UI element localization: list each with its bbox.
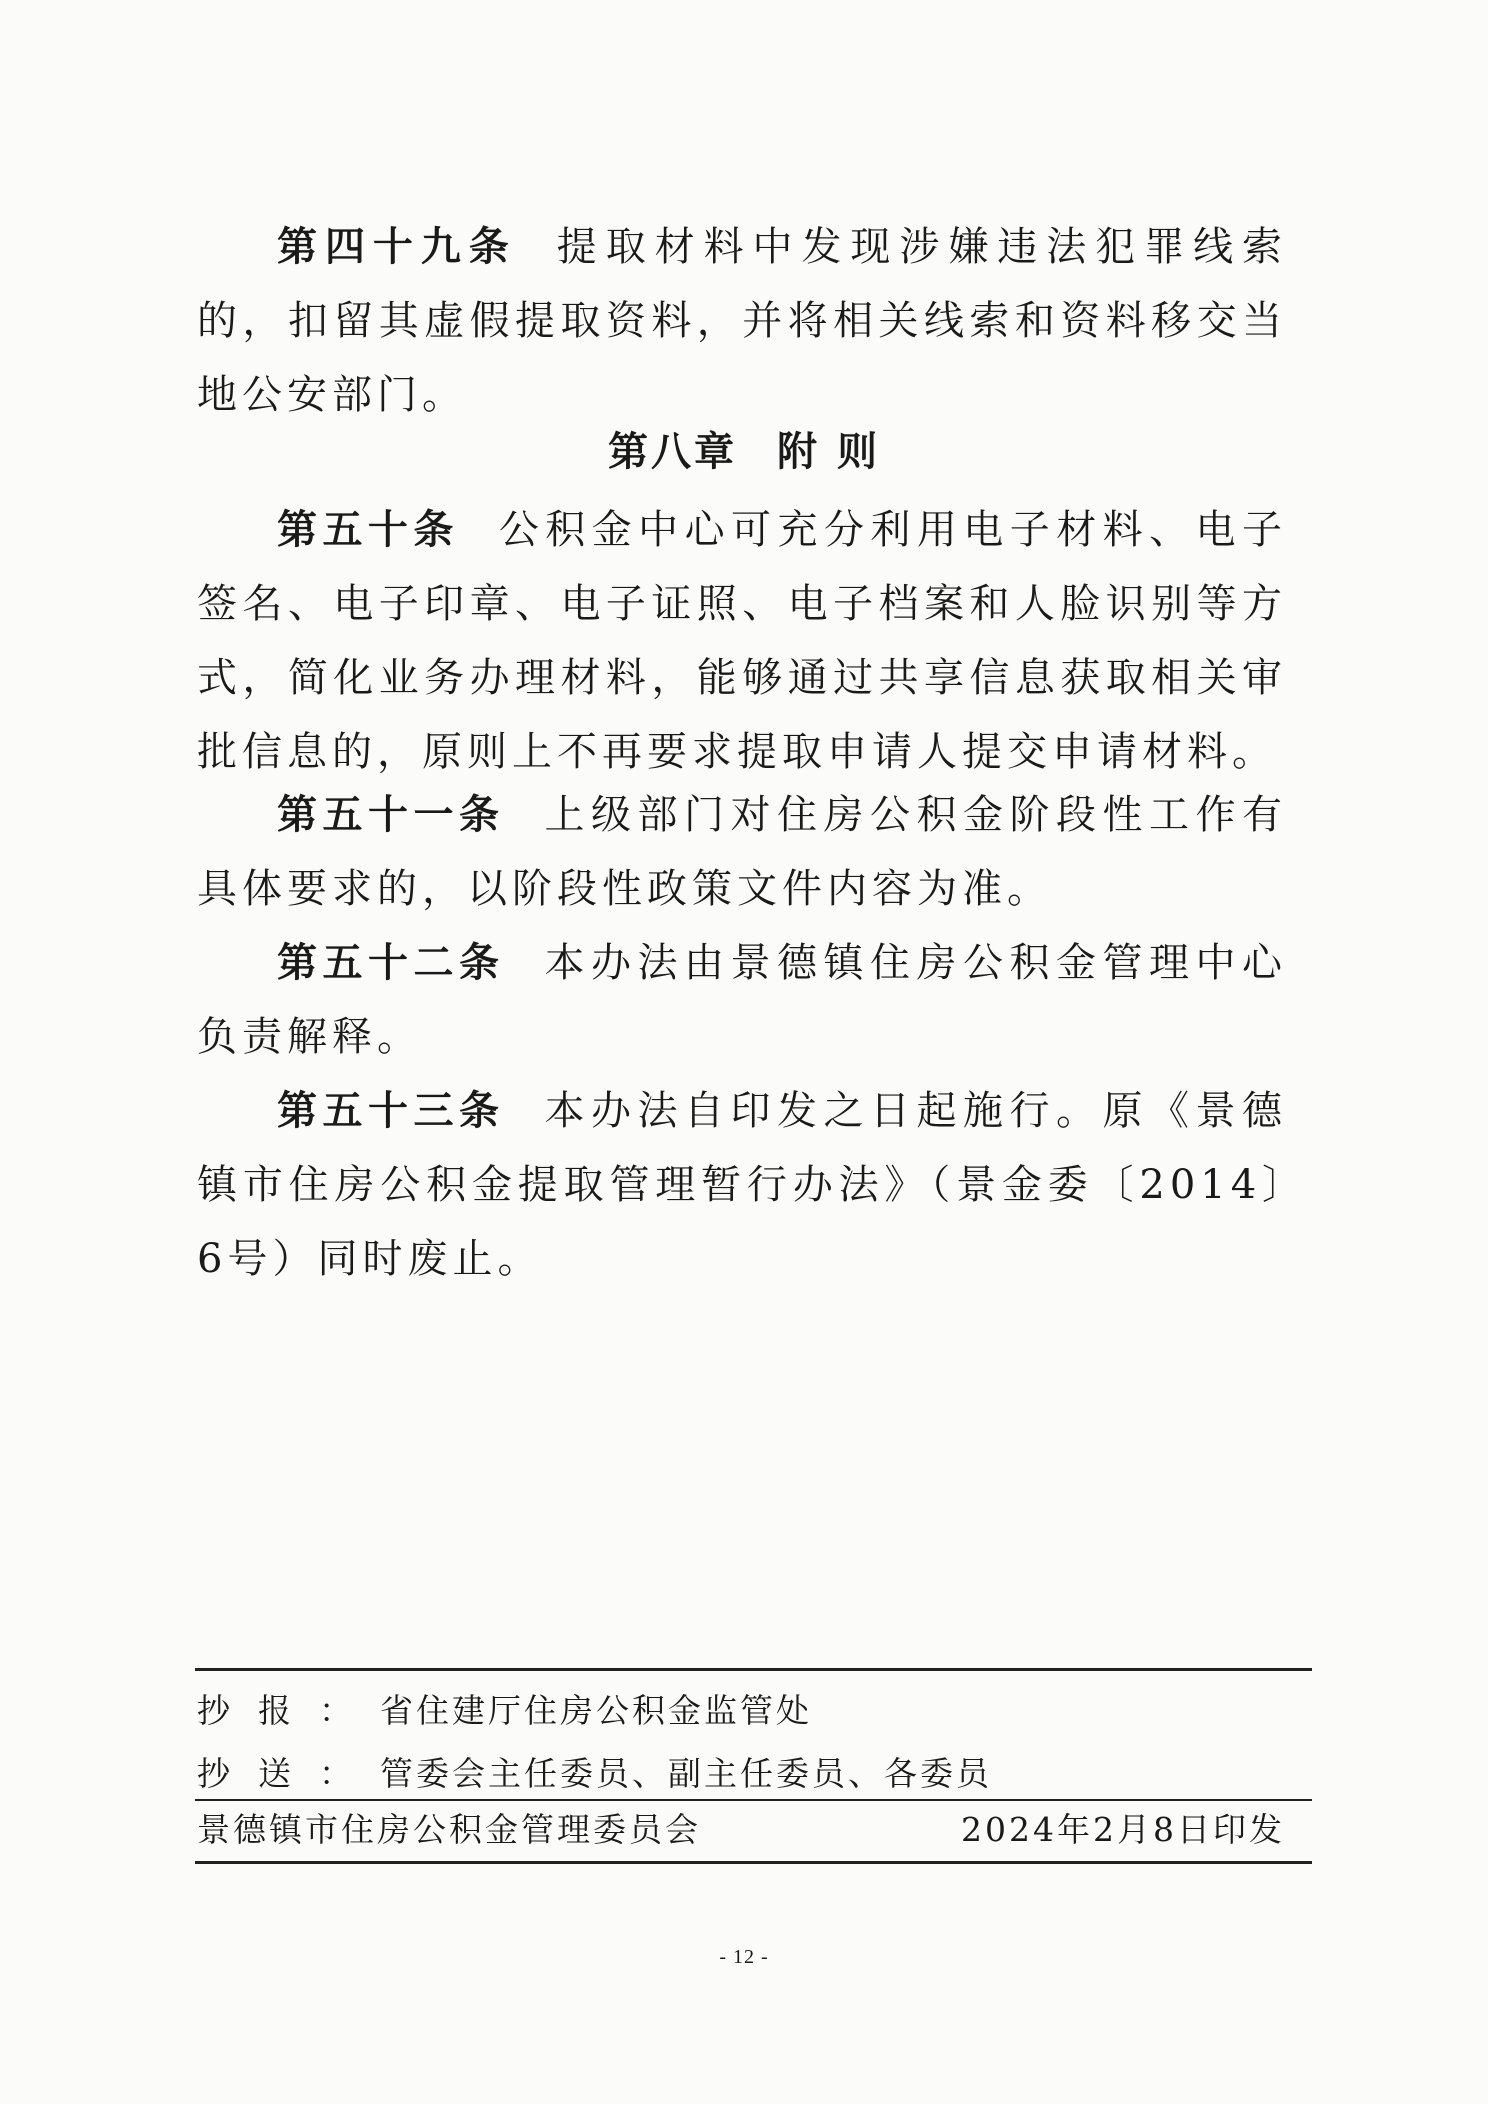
article-51 [197,778,1287,926]
send-to-line [197,1754,1307,1794]
article-51-text: 上级部门对住房公积金阶段性工作有具体要求的，以阶段性政策文件内容为准。 [197,792,1287,912]
article-53-label: 第五十三条 [277,1088,505,1134]
article-49-label: 第四十九条 [277,224,517,270]
article-53-text: 本办法自印发之日起施行。原《景德镇市住房公积金提取管理暂行办法》（景金委〔2014〕6号）同时废止。 [197,1088,1287,1282]
issuer-name: 景德镇市住房公积金管理委员会 [197,1810,701,1849]
issuer-footer [197,1810,1285,1850]
send-recipients: 管委会主任委员、副主任委员、各委员 [380,1754,992,1793]
article-52 [197,926,1287,1074]
article-50 [197,493,1287,789]
report-label: 抄报： [197,1691,380,1730]
distribution-bottom-rule [195,1861,1312,1864]
article-49 [197,210,1287,432]
send-label: 抄送： [197,1754,380,1793]
chapter-number: 第八章 [608,429,738,475]
article-51-label: 第五十一条 [277,792,505,838]
article-52-label: 第五十二条 [277,940,505,986]
report-recipients: 省住建厅住房公积金监管处 [380,1691,812,1730]
article-53 [197,1074,1287,1296]
distribution-middle-rule [195,1799,1312,1801]
chapter-heading [0,420,1488,477]
article-50-text: 公积金中心可充分利用电子材料、电子签名、电子印章、电子证照、电子档案和人脸识别等方式，简化业务办理材料，能够通过共享信息获取相关审批信息的，原则上不再要求提取申请人提交申请材料。 [197,507,1288,775]
report-to-line [197,1691,1307,1731]
page-number: - 12 - [719,1946,769,1968]
distribution-top-rule [195,1668,1312,1671]
article-49-text: 提取材料中发现涉嫌违法犯罪线索的，扣留其虚假提取资料，并将相关线索和资料移交当地公安部门。 [197,224,1288,418]
article-52-text: 本办法由景德镇住房公积金管理中心负责解释。 [197,940,1287,1060]
issue-date: 2024年2月8日印发 [961,1810,1285,1849]
chapter-title: 附 则 [777,429,880,475]
article-50-label: 第五十条 [277,507,459,553]
